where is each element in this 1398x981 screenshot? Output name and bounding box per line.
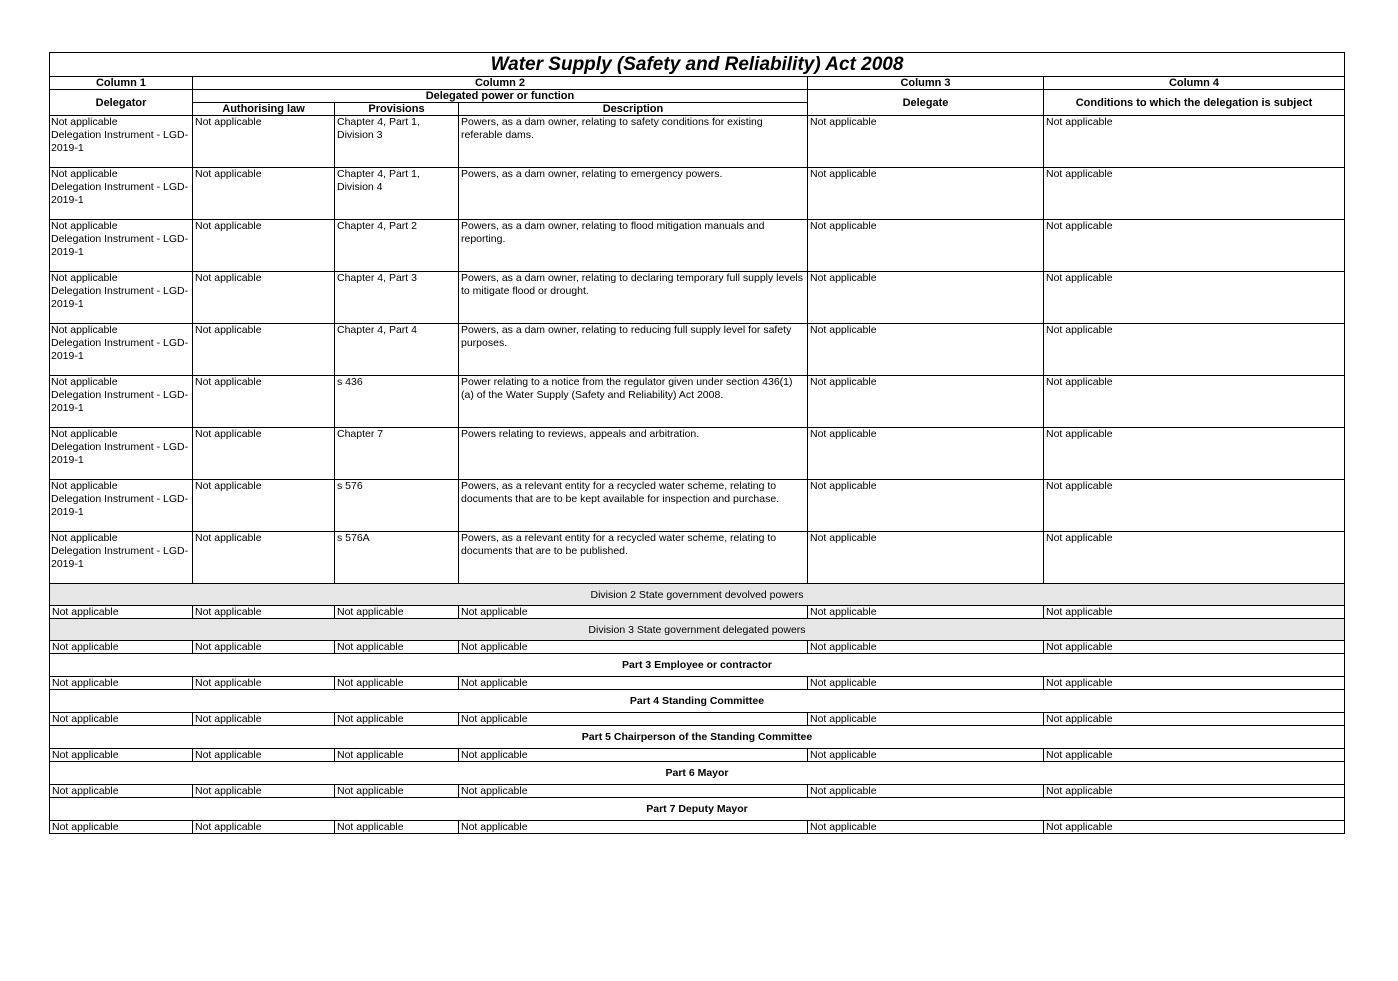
- delegator-header: Delegator: [50, 90, 193, 116]
- provisions-cell: Chapter 4, Part 3: [335, 272, 459, 324]
- provisions-cell: Chapter 4, Part 4: [335, 324, 459, 376]
- conditions-cell: Not applicable: [1044, 324, 1345, 376]
- description-cell: Power relating to a notice from the regulator given under section 436(1)(a) of the Water Supply (Safety and Reliability) Act 2008.: [459, 376, 808, 428]
- delegate-cell: Not applicable: [808, 116, 1044, 168]
- delegate-cell: Not applicable: [808, 168, 1044, 220]
- delegate-cell: Not applicable: [808, 785, 1044, 798]
- delegate-cell: Not applicable: [808, 749, 1044, 762]
- description-cell: Not applicable: [459, 713, 808, 726]
- section-heading: Part 5 Chairperson of the Standing Committee: [50, 726, 1345, 749]
- delegate-cell: Not applicable: [808, 641, 1044, 654]
- section-heading-row: [50, 690, 1345, 713]
- table-row: [50, 324, 1345, 376]
- table-row: [50, 480, 1345, 532]
- delegator-cell: [50, 324, 193, 376]
- table-row: [50, 116, 1345, 168]
- delegator-text: Not applicable: [51, 376, 118, 388]
- conditions-cell: Not applicable: [1044, 785, 1345, 798]
- delegator-cell: Not applicable: [50, 749, 193, 762]
- section-heading: Division 3 State government delegated powers: [50, 619, 1345, 641]
- description-cell: Powers relating to reviews, appeals and arbitration.: [459, 428, 808, 480]
- table-row: [50, 532, 1345, 584]
- delegate-cell: Not applicable: [808, 376, 1044, 428]
- provisions-cell: Chapter 4, Part 2: [335, 220, 459, 272]
- authorising-law-cell: Not applicable: [193, 428, 335, 480]
- delegation-instrument-text: Delegation Instrument - LGD-2019-1: [51, 389, 189, 414]
- description-cell: Powers, as a dam owner, relating to declaring temporary full supply levels to mitigate flood or drought.: [459, 272, 808, 324]
- delegator-cell: [50, 272, 193, 324]
- conditions-cell: Not applicable: [1044, 480, 1345, 532]
- description-cell: Powers, as a dam owner, relating to reducing full supply level for safety purposes.: [459, 324, 808, 376]
- authorising-law-cell: Not applicable: [193, 606, 335, 619]
- authorising-law-cell: Not applicable: [193, 785, 335, 798]
- authorising-law-cell: Not applicable: [193, 641, 335, 654]
- conditions-cell: Not applicable: [1044, 713, 1345, 726]
- delegate-header: Delegate: [808, 90, 1044, 116]
- delegator-text: Not applicable: [51, 324, 118, 336]
- delegate-cell: Not applicable: [808, 677, 1044, 690]
- provisions-cell: Not applicable: [335, 606, 459, 619]
- description-cell: Not applicable: [459, 821, 808, 834]
- section-heading-row: [50, 619, 1345, 641]
- conditions-cell: Not applicable: [1044, 428, 1345, 480]
- authorising-law-cell: Not applicable: [193, 821, 335, 834]
- delegation-instrument-text: Delegation Instrument - LGD-2019-1: [51, 233, 189, 258]
- table-row: [50, 606, 1345, 619]
- description-cell: Powers, as a dam owner, relating to safety conditions for existing referable dams.: [459, 116, 808, 168]
- conditions-cell: Not applicable: [1044, 677, 1345, 690]
- delegator-cell: Not applicable: [50, 606, 193, 619]
- conditions-cell: Not applicable: [1044, 821, 1345, 834]
- authorising-law-cell: Not applicable: [193, 480, 335, 532]
- delegator-text: Not applicable: [51, 272, 118, 284]
- provisions-cell: s 576: [335, 480, 459, 532]
- delegator-cell: Not applicable: [50, 641, 193, 654]
- column4-header: Column 4: [1044, 77, 1345, 90]
- delegator-cell: [50, 220, 193, 272]
- authorising-law-cell: Not applicable: [193, 677, 335, 690]
- section-heading-row: [50, 798, 1345, 821]
- authorising-law-cell: Not applicable: [193, 272, 335, 324]
- delegator-cell: [50, 376, 193, 428]
- delegation-table: [49, 52, 1345, 834]
- delegate-cell: Not applicable: [808, 324, 1044, 376]
- delegator-cell: [50, 168, 193, 220]
- conditions-cell: Not applicable: [1044, 116, 1345, 168]
- description-cell: Powers, as a relevant entity for a recycled water scheme, relating to documents that are to be kept available for inspection and purchase.: [459, 480, 808, 532]
- delegation-instrument-text: Delegation Instrument - LGD-2019-1: [51, 337, 189, 362]
- delegate-cell: Not applicable: [808, 428, 1044, 480]
- authorising-law-cell: Not applicable: [193, 116, 335, 168]
- delegator-cell: Not applicable: [50, 785, 193, 798]
- conditions-cell: Not applicable: [1044, 272, 1345, 324]
- delegator-text: Not applicable: [51, 116, 118, 128]
- provisions-cell: Not applicable: [335, 749, 459, 762]
- section-heading: Division 2 State government devolved powers: [50, 584, 1345, 606]
- description-cell: Not applicable: [459, 606, 808, 619]
- description-cell: Not applicable: [459, 677, 808, 690]
- description-cell: Not applicable: [459, 785, 808, 798]
- conditions-cell: Not applicable: [1044, 532, 1345, 584]
- authorising-law-cell: Not applicable: [193, 713, 335, 726]
- section-heading-row: [50, 654, 1345, 677]
- delegated-power-header: Delegated power or function: [193, 90, 808, 103]
- provisions-cell: Not applicable: [335, 785, 459, 798]
- conditions-header: Conditions to which the delegation is subject: [1044, 90, 1345, 116]
- conditions-cell: Not applicable: [1044, 606, 1345, 619]
- table-row: [50, 785, 1345, 798]
- delegate-cell: Not applicable: [808, 606, 1044, 619]
- delegate-cell: Not applicable: [808, 713, 1044, 726]
- provisions-cell: Not applicable: [335, 821, 459, 834]
- table-row: [50, 749, 1345, 762]
- delegator-cell: Not applicable: [50, 713, 193, 726]
- delegate-cell: Not applicable: [808, 220, 1044, 272]
- conditions-cell: Not applicable: [1044, 220, 1345, 272]
- authorising-law-header: Authorising law: [193, 103, 335, 116]
- section-heading-row: [50, 726, 1345, 749]
- section-heading-row: [50, 584, 1345, 606]
- section-heading-row: [50, 762, 1345, 785]
- table-row: [50, 821, 1345, 834]
- description-header: Description: [459, 103, 808, 116]
- delegate-cell: Not applicable: [808, 272, 1044, 324]
- delegation-instrument-text: Delegation Instrument - LGD-2019-1: [51, 181, 189, 206]
- authorising-law-cell: Not applicable: [193, 749, 335, 762]
- delegator-text: Not applicable: [51, 428, 118, 440]
- delegator-cell: [50, 116, 193, 168]
- delegator-cell: [50, 532, 193, 584]
- table-row: [50, 713, 1345, 726]
- authorising-law-cell: Not applicable: [193, 376, 335, 428]
- description-cell: Powers, as a dam owner, relating to flood mitigation manuals and reporting.: [459, 220, 808, 272]
- delegator-text: Not applicable: [51, 532, 118, 544]
- delegator-text: Not applicable: [51, 168, 118, 180]
- description-cell: Powers, as a dam owner, relating to emergency powers.: [459, 168, 808, 220]
- column2-header: Column 2: [193, 77, 808, 90]
- conditions-cell: Not applicable: [1044, 749, 1345, 762]
- delegation-instrument-text: Delegation Instrument - LGD-2019-1: [51, 545, 189, 570]
- provisions-cell: s 436: [335, 376, 459, 428]
- delegator-text: Not applicable: [51, 220, 118, 232]
- table-row: [50, 376, 1345, 428]
- column3-header: Column 3: [808, 77, 1044, 90]
- delegation-instrument-text: Delegation Instrument - LGD-2019-1: [51, 285, 189, 310]
- description-cell: Not applicable: [459, 641, 808, 654]
- delegator-cell: [50, 428, 193, 480]
- provisions-header: Provisions: [335, 103, 459, 116]
- provisions-cell: Not applicable: [335, 677, 459, 690]
- table-row: [50, 641, 1345, 654]
- description-cell: Not applicable: [459, 749, 808, 762]
- delegator-cell: Not applicable: [50, 677, 193, 690]
- provisions-cell: Not applicable: [335, 641, 459, 654]
- table-row: [50, 168, 1345, 220]
- delegator-text: Not applicable: [51, 480, 118, 492]
- provisions-cell: Chapter 7: [335, 428, 459, 480]
- delegate-cell: Not applicable: [808, 480, 1044, 532]
- conditions-cell: Not applicable: [1044, 168, 1345, 220]
- section-heading: Part 6 Mayor: [50, 762, 1345, 785]
- table-row: [50, 428, 1345, 480]
- table-row: [50, 220, 1345, 272]
- delegator-cell: Not applicable: [50, 821, 193, 834]
- section-heading: Part 7 Deputy Mayor: [50, 798, 1345, 821]
- delegate-cell: Not applicable: [808, 532, 1044, 584]
- section-heading: Part 3 Employee or contractor: [50, 654, 1345, 677]
- delegate-cell: Not applicable: [808, 821, 1044, 834]
- table-row: [50, 272, 1345, 324]
- authorising-law-cell: Not applicable: [193, 220, 335, 272]
- table-row: [50, 677, 1345, 690]
- page-title: Water Supply (Safety and Reliability) Act 2008: [50, 53, 1345, 77]
- delegator-cell: [50, 480, 193, 532]
- provisions-cell: Chapter 4, Part 1, Division 3: [335, 116, 459, 168]
- conditions-cell: Not applicable: [1044, 641, 1345, 654]
- authorising-law-cell: Not applicable: [193, 324, 335, 376]
- provisions-cell: Not applicable: [335, 713, 459, 726]
- conditions-cell: Not applicable: [1044, 376, 1345, 428]
- column1-header: Column 1: [50, 77, 193, 90]
- section-heading: Part 4 Standing Committee: [50, 690, 1345, 713]
- provisions-cell: s 576A: [335, 532, 459, 584]
- delegation-instrument-text: Delegation Instrument - LGD-2019-1: [51, 493, 189, 518]
- provisions-cell: Chapter 4, Part 1, Division 4: [335, 168, 459, 220]
- authorising-law-cell: Not applicable: [193, 532, 335, 584]
- delegation-instrument-text: Delegation Instrument - LGD-2019-1: [51, 441, 189, 466]
- description-cell: Powers, as a relevant entity for a recycled water scheme, relating to documents that are to be published.: [459, 532, 808, 584]
- authorising-law-cell: Not applicable: [193, 168, 335, 220]
- delegation-instrument-text: Delegation Instrument - LGD-2019-1: [51, 129, 189, 154]
